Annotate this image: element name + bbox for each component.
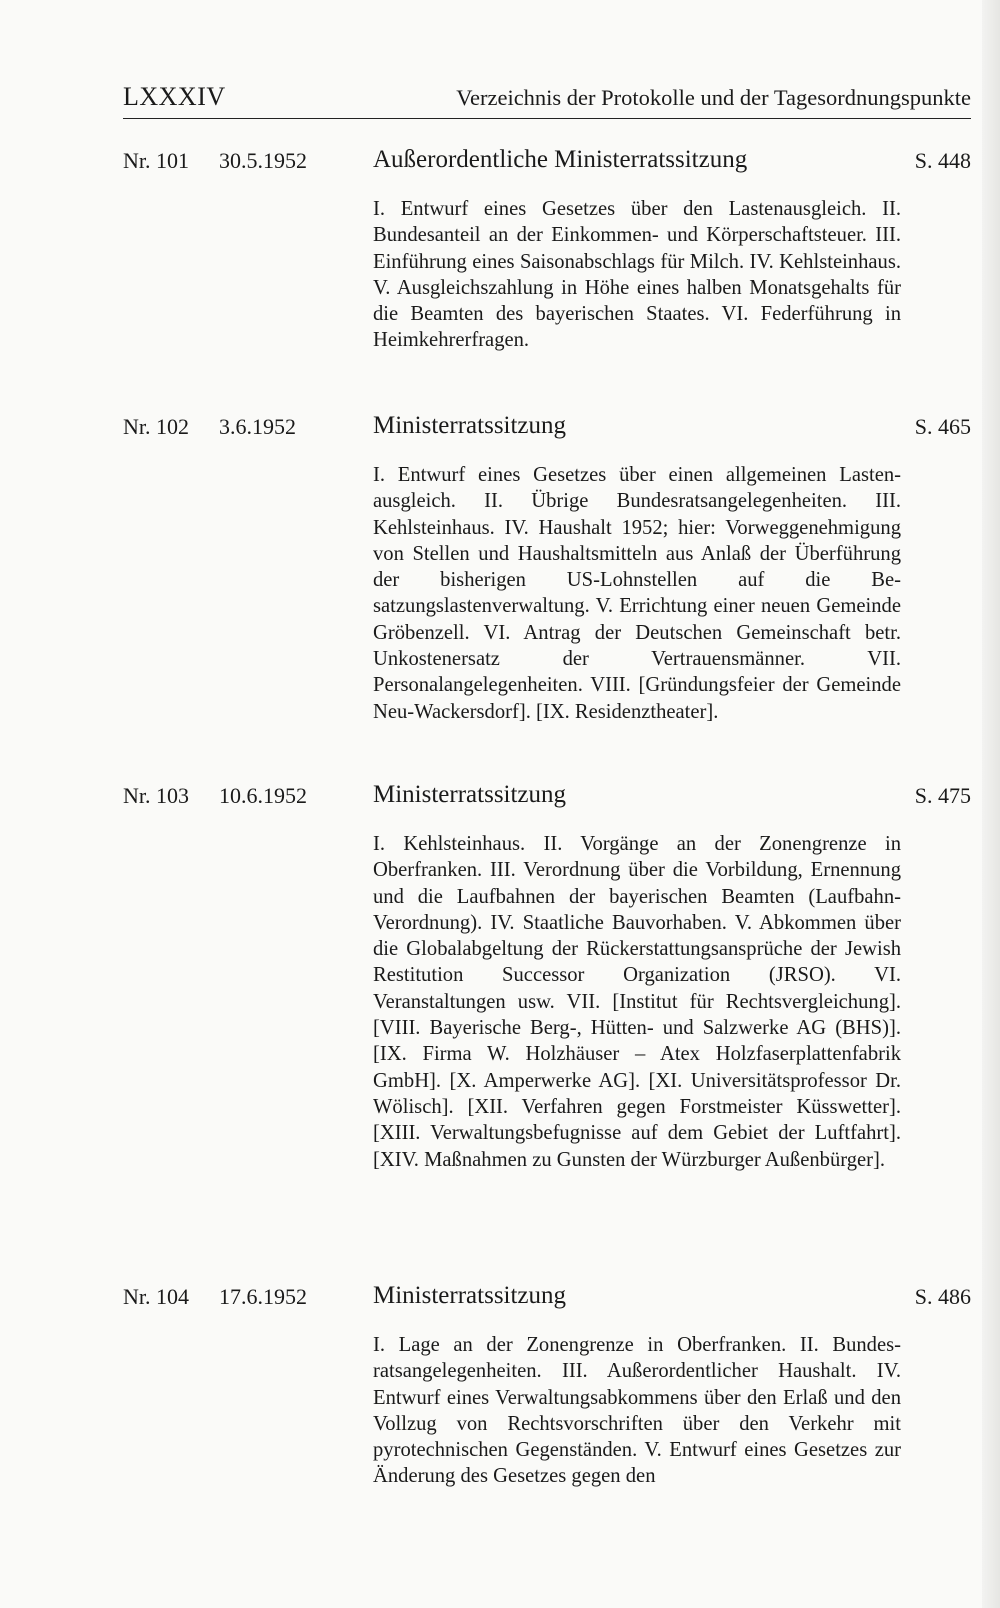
entry-page-ref: S. 448 — [914, 148, 971, 173]
entry-title: Ministerratssitzung — [373, 1282, 567, 1309]
entry-date: 17.6.1952 — [219, 1284, 307, 1309]
entry-heading — [123, 414, 971, 448]
entry-date: 3.6.1952 — [219, 414, 296, 439]
entry-heading — [123, 148, 971, 182]
entry-agenda: I. Entwurf eines Gesetzes über den Lastenausgleich. II. Bundesanteil an der Einkommen- und Körperschaftsteuer. III. Einführung eines Saisonabschlags für Milch. IV. Kehlsteinhaus. V. Ausgleichszahlung in Höhe eines halben Monatsgehalts für die Beamten des bayerischen Staates. VI. Federführung in Heimkehrerfragen. — [373, 198, 901, 352]
page-edge — [982, 0, 1000, 1608]
entry-page-ref: S. 486 — [914, 1284, 971, 1309]
running-title: Verzeichnis der Protokolle und der Tagesordnungspunkte — [456, 85, 971, 110]
entry-agenda: I. Entwurf eines Gesetzes über einen allgemeinen Lastenausgleich. II. Übrige Bundesratsangelegenheiten. III. Kehlsteinhaus. IV. Haushalt 1952; hier: Vorweggenehmigung von Stellen und Haushaltsmitteln aus Anlaß der Überführung der bisherigen US-Lohnstellen auf die Besatzungslastenverwaltung. V. Errichtung einer neuen Gemeinde Gröbenzell. VI. Antrag der Deutschen Gemeinschaft betr. Unkostenersatz der Vertrauensmänner. VII. Personalangelegenheiten. VIII. [Gründungsfeier der Gemeinde Neu-Wackersdorf]. [IX. Residenztheater]. — [373, 464, 901, 723]
entry-number: Nr. 101 — [123, 148, 189, 173]
running-header — [123, 82, 971, 119]
protocol-entry-102 — [123, 414, 971, 725]
protocol-entry-101 — [123, 148, 971, 354]
entry-agenda: I. Kehlsteinhaus. II. Vorgänge an der Zonengrenze in Oberfranken. III. Verordnung über die Vorbildung, Ernennung und die Laufbahnen der bayerischen Beamten (Laufbahn-Verordnung). IV. Staatliche Bauvorhaben. V. Abkommen über die Globalabgeltung der Rückerstattungsansprüche der Jewish Restitution Successor Organization (JRSO). VI. Veranstaltungen usw. VII. [Institut für Rechtsvergleichung]. [VIII. Bayerische Berg-, Hütten- und Salzwerke AG (BHS)]. [IX. Firma W. Holzhäuser – Atex Holzfaserplattenfabrik GmbH]. [X. Amperwerke AG]. [XI. Universitätsprofessor Dr. Wölisch]. [XII. Verfahren gegen Forstmeister Küsswetter]. [XIII. Verwaltungsbefugnisse auf dem Gebiet der Luftfahrt]. [XIV. Maßnahmen zu Gunsten der Würzburger Außenbürger]. — [373, 833, 901, 1171]
entry-title: Ministerratssitzung — [373, 412, 567, 439]
entry-number: Nr. 104 — [123, 1284, 189, 1309]
page-number: LXXXIV — [123, 82, 226, 111]
entry-date: 10.6.1952 — [219, 783, 307, 808]
entry-date: 30.5.1952 — [219, 148, 307, 173]
entry-page-ref: S. 465 — [914, 414, 971, 439]
entry-number: Nr. 103 — [123, 783, 189, 808]
entry-heading — [123, 783, 971, 817]
entry-number: Nr. 102 — [123, 414, 189, 439]
entry-page-ref: S. 475 — [914, 783, 971, 808]
protocol-entry-104 — [123, 1284, 971, 1490]
protocol-entry-103 — [123, 783, 971, 1173]
entry-title: Außerordentliche Ministerratssitzung — [373, 146, 748, 173]
entry-agenda: I. Lage an der Zonengrenze in Oberfranken. II. Bundesratsangelegenheiten. III. Außerordentlicher Haushalt. IV. Entwurf eines Verwaltungsabkommens über den Erlaß und den Vollzug von Rechtsvorschriften über den Verkehr mit pyrotechnischen Gegenständen. V. Entwurf eines Gesetzes zur Änderung des Gesetzes gegen den — [373, 1334, 901, 1488]
entry-title: Ministerratssitzung — [373, 781, 567, 808]
entry-heading — [123, 1284, 971, 1318]
